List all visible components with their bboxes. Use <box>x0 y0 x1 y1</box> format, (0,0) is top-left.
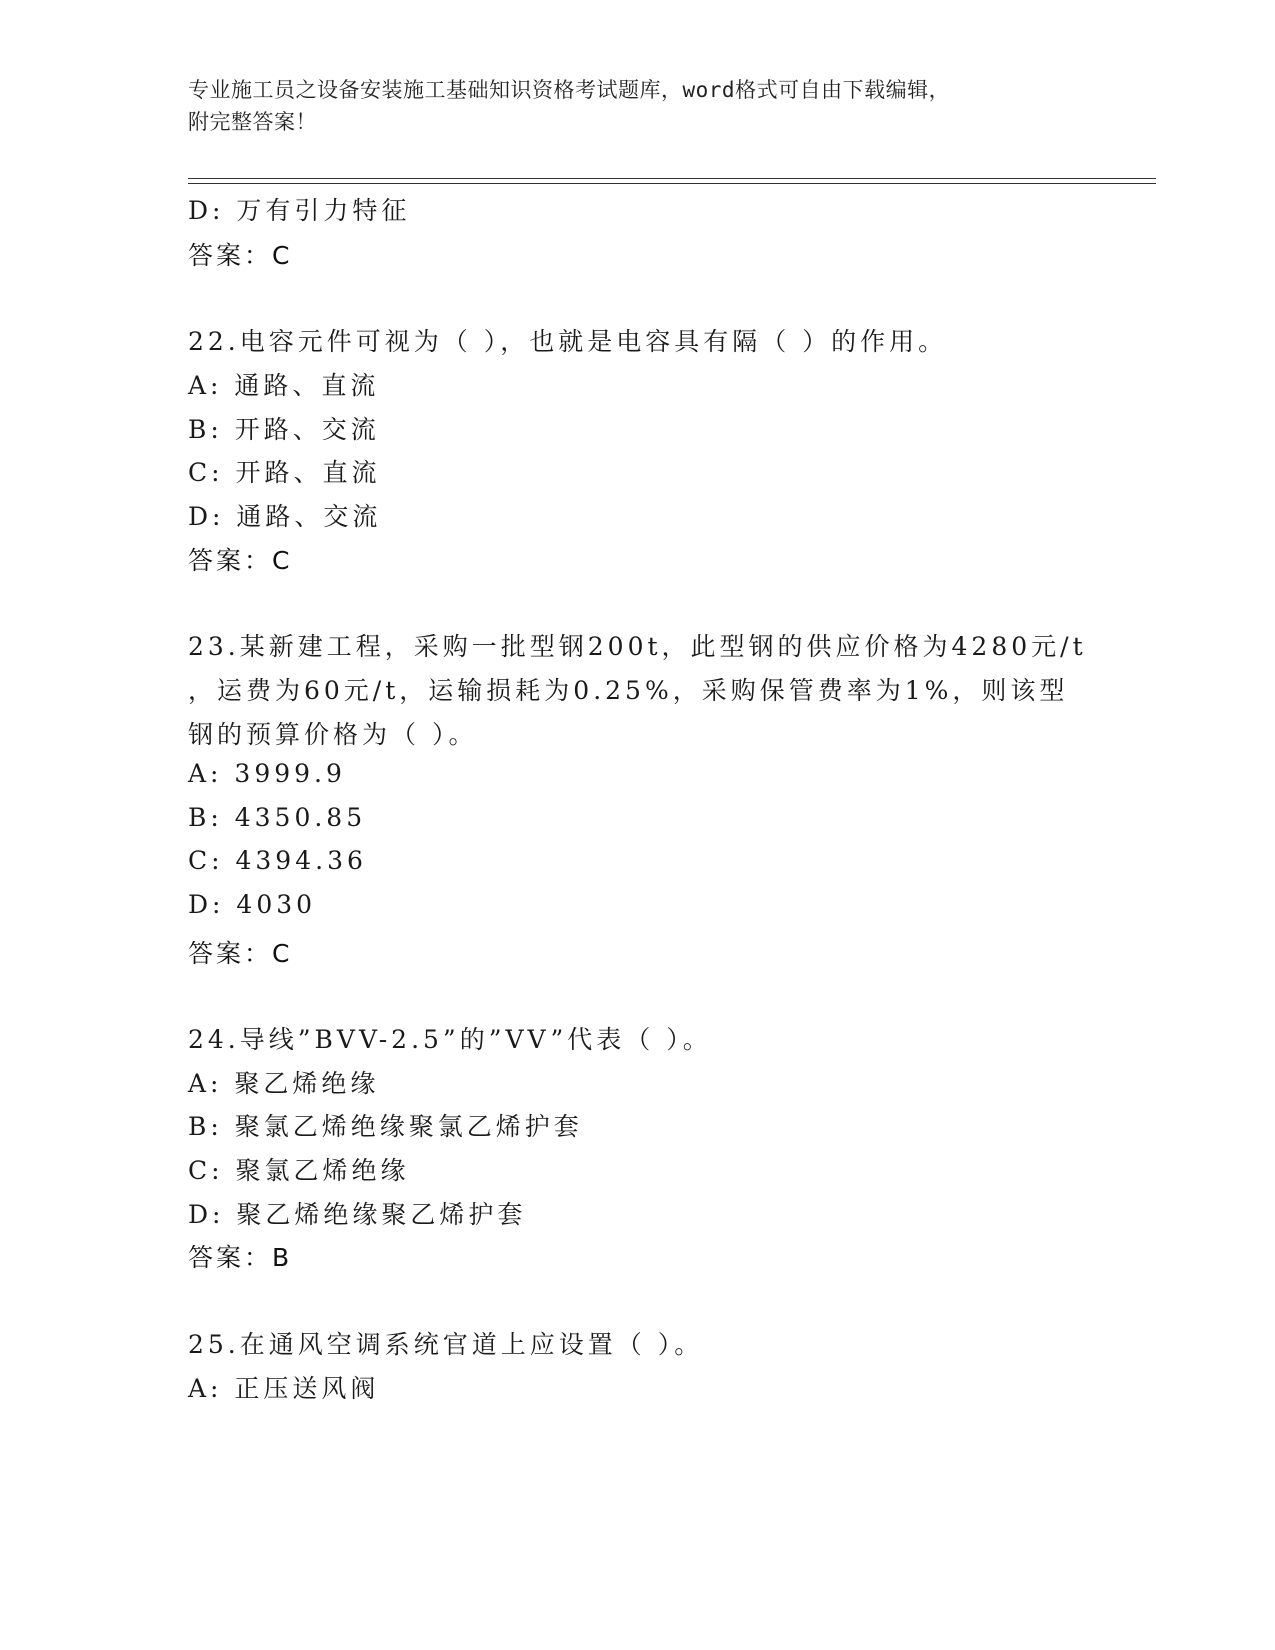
q25-option-a: A: 正压送风阀 <box>188 1374 380 1403</box>
q23-option-b: B: 4350.85 <box>188 803 367 832</box>
q23-option-a: A: 3999.9 <box>188 759 346 788</box>
document-header <box>188 74 1068 138</box>
q24-answer: 答案：B <box>188 1243 293 1272</box>
header-divider-top <box>188 178 1156 179</box>
q22-option-b: B: 开路、交流 <box>188 415 380 444</box>
q22-option-d: D: 通路、交流 <box>188 502 382 531</box>
prev-option-d: D: 万有引力特征 <box>188 196 411 225</box>
q24-option-c: C: 聚氯乙烯绝缘 <box>188 1156 410 1185</box>
q25-stem: 25.在通风空调系统官道上应设置（ ）。 <box>188 1330 704 1359</box>
q23-answer: 答案：C <box>188 939 293 968</box>
header-line-2: 附完整答案！ <box>188 110 317 134</box>
q23-stem-line-3: 钢的预算价格为（ ）。 <box>188 720 478 749</box>
q22-stem: 22.电容元件可视为（ ），也就是电容具有隔（ ）的作用。 <box>188 327 948 356</box>
q23-stem-line-1: 23.某新建工程，采购一批型钢200t，此型钢的供应价格为4280元/t <box>188 632 1087 661</box>
q22-option-a: A: 通路、直流 <box>188 371 380 400</box>
q22-answer: 答案：C <box>188 546 293 575</box>
q22-option-c: C: 开路、直流 <box>188 458 381 487</box>
q23-option-c: C: 4394.36 <box>188 846 367 875</box>
q23-stem-line-2: ，运费为60元/t，运输损耗为0.25%，采购保管费率为1%，则该型 <box>188 676 1069 705</box>
q23-option-d: D: 4030 <box>188 890 317 919</box>
prev-answer: 答案：C <box>188 241 293 270</box>
q24-option-a: A: 聚乙烯绝缘 <box>188 1069 380 1098</box>
q24-option-b: B: 聚氯乙烯绝缘聚氯乙烯护套 <box>188 1112 583 1141</box>
header-line-1: 专业施工员之设备安装施工基础知识资格考试题库，word格式可自由下载编辑， <box>188 78 951 102</box>
q24-stem: 24.导线”BVV-2.5”的”VV”代表（ ）。 <box>188 1025 712 1054</box>
header-divider-bottom <box>188 183 1156 184</box>
q24-option-d: D: 聚乙烯绝缘聚乙烯护套 <box>188 1200 527 1229</box>
